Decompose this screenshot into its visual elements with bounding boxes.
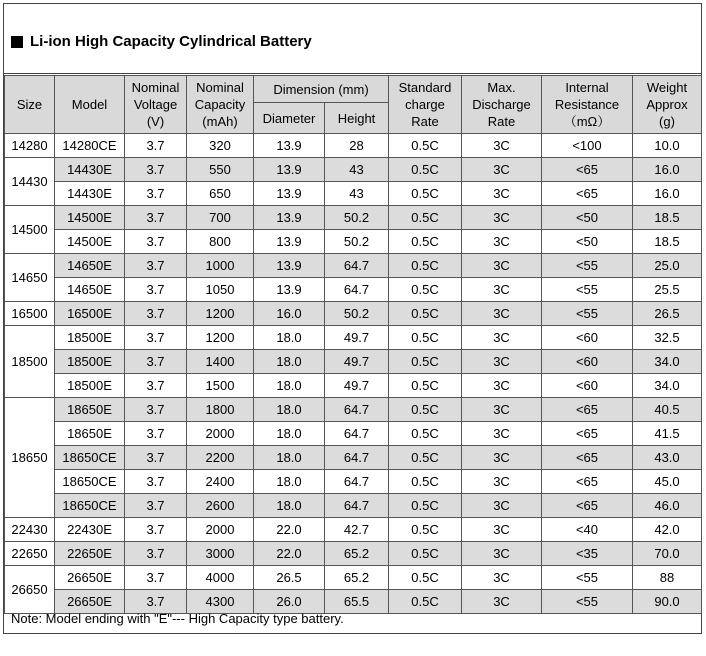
cell-charge: 0.5C [389,158,462,182]
cell-discharge: 3C [462,254,542,278]
cell-weight: 16.0 [633,182,702,206]
cell-discharge: 3C [462,398,542,422]
cell-resistance: <50 [542,230,633,254]
cell-voltage: 3.7 [125,158,187,182]
cell-capacity: 2600 [187,494,254,518]
cell-charge: 0.5C [389,518,462,542]
cell-height: 64.7 [325,446,389,470]
cell-model: 18500E [55,326,125,350]
cell-height: 64.7 [325,494,389,518]
cell-model: 18650CE [55,470,125,494]
cell-voltage: 3.7 [125,302,187,326]
cell-resistance: <55 [542,278,633,302]
cell-voltage: 3.7 [125,278,187,302]
cell-discharge: 3C [462,158,542,182]
cell-discharge: 3C [462,350,542,374]
cell-size: 14280 [5,134,55,158]
table-row [5,134,702,158]
cell-weight: 34.0 [633,350,702,374]
cell-weight: 18.5 [633,230,702,254]
cell-model: 22430E [55,518,125,542]
cell-voltage: 3.7 [125,350,187,374]
cell-diameter: 22.0 [254,542,325,566]
cell-height: 65.5 [325,590,389,614]
cell-discharge: 3C [462,542,542,566]
cell-size: 18650 [5,398,55,518]
cell-charge: 0.5C [389,542,462,566]
header-discharge-rate: Max. Discharge Rate [462,76,542,134]
cell-voltage: 3.7 [125,518,187,542]
cell-capacity: 650 [187,182,254,206]
cell-capacity: 2200 [187,446,254,470]
table-row [5,446,702,470]
cell-discharge: 3C [462,230,542,254]
table-row [5,398,702,422]
header-height: Height [325,103,389,134]
cell-model: 18650E [55,422,125,446]
cell-capacity: 1400 [187,350,254,374]
cell-weight: 41.5 [633,422,702,446]
cell-voltage: 3.7 [125,254,187,278]
cell-weight: 46.0 [633,494,702,518]
table-row [5,182,702,206]
cell-voltage: 3.7 [125,206,187,230]
cell-charge: 0.5C [389,278,462,302]
cell-discharge: 3C [462,374,542,398]
cell-discharge: 3C [462,302,542,326]
cell-weight: 26.5 [633,302,702,326]
cell-discharge: 3C [462,326,542,350]
cell-model: 16500E [55,302,125,326]
cell-height: 49.7 [325,326,389,350]
cell-diameter: 16.0 [254,302,325,326]
cell-size: 26650 [5,566,55,614]
cell-discharge: 3C [462,470,542,494]
cell-capacity: 1800 [187,398,254,422]
cell-model: 14430E [55,158,125,182]
cell-discharge: 3C [462,182,542,206]
table-body [5,134,702,614]
cell-resistance: <65 [542,470,633,494]
cell-voltage: 3.7 [125,326,187,350]
cell-size: 14430 [5,158,55,206]
cell-diameter: 22.0 [254,518,325,542]
cell-capacity: 4000 [187,566,254,590]
cell-height: 64.7 [325,422,389,446]
table-row [5,230,702,254]
cell-capacity: 800 [187,230,254,254]
cell-diameter: 13.9 [254,182,325,206]
title-bar [4,4,701,74]
cell-capacity: 3000 [187,542,254,566]
cell-height: 64.7 [325,278,389,302]
cell-voltage: 3.7 [125,230,187,254]
cell-charge: 0.5C [389,374,462,398]
cell-voltage: 3.7 [125,422,187,446]
cell-discharge: 3C [462,518,542,542]
cell-model: 18650E [55,398,125,422]
cell-resistance: <65 [542,494,633,518]
cell-capacity: 1200 [187,302,254,326]
cell-model: 26650E [55,590,125,614]
cell-diameter: 13.9 [254,230,325,254]
cell-diameter: 18.0 [254,326,325,350]
cell-charge: 0.5C [389,350,462,374]
cell-capacity: 2000 [187,518,254,542]
cell-size: 14500 [5,206,55,254]
cell-height: 64.7 [325,470,389,494]
cell-voltage: 3.7 [125,182,187,206]
cell-weight: 32.5 [633,326,702,350]
cell-model: 22650E [55,542,125,566]
cell-model: 18650CE [55,494,125,518]
black-square-icon [11,36,23,48]
cell-capacity: 320 [187,134,254,158]
cell-capacity: 1200 [187,326,254,350]
cell-weight: 90.0 [633,590,702,614]
cell-size: 22650 [5,542,55,566]
cell-capacity: 4300 [187,590,254,614]
header-capacity: Nominal Capacity (mAh) [187,76,254,134]
cell-charge: 0.5C [389,470,462,494]
cell-voltage: 3.7 [125,566,187,590]
cell-diameter: 26.5 [254,566,325,590]
cell-charge: 0.5C [389,398,462,422]
cell-voltage: 3.7 [125,494,187,518]
battery-spec-table [4,75,702,614]
cell-charge: 0.5C [389,302,462,326]
cell-diameter: 13.9 [254,158,325,182]
cell-weight: 45.0 [633,470,702,494]
cell-resistance: <55 [542,566,633,590]
cell-discharge: 3C [462,446,542,470]
cell-size: 18500 [5,326,55,398]
cell-discharge: 3C [462,206,542,230]
cell-size: 16500 [5,302,55,326]
cell-resistance: <40 [542,518,633,542]
cell-capacity: 1500 [187,374,254,398]
cell-weight: 25.5 [633,278,702,302]
cell-diameter: 18.0 [254,422,325,446]
cell-height: 50.2 [325,302,389,326]
cell-height: 64.7 [325,254,389,278]
table-row [5,518,702,542]
cell-voltage: 3.7 [125,470,187,494]
cell-discharge: 3C [462,590,542,614]
cell-diameter: 18.0 [254,398,325,422]
cell-capacity: 1050 [187,278,254,302]
cell-discharge: 3C [462,278,542,302]
cell-charge: 0.5C [389,446,462,470]
footnote: Note: Model ending with "E"--- High Capacity type battery. [11,611,344,626]
table-row [5,374,702,398]
cell-weight: 70.0 [633,542,702,566]
header-charge-rate: Standard charge Rate [389,76,462,134]
cell-height: 49.7 [325,374,389,398]
cell-resistance: <50 [542,206,633,230]
cell-discharge: 3C [462,566,542,590]
table-row [5,542,702,566]
cell-weight: 18.5 [633,206,702,230]
header-size: Size [5,76,55,134]
cell-weight: 34.0 [633,374,702,398]
table-row [5,302,702,326]
cell-capacity: 2400 [187,470,254,494]
cell-diameter: 13.9 [254,254,325,278]
table-row [5,278,702,302]
cell-charge: 0.5C [389,494,462,518]
document-title: Li-ion High Capacity Cylindrical Battery [30,33,312,50]
cell-capacity: 550 [187,158,254,182]
header-voltage: Nominal Voltage (V) [125,76,187,134]
cell-model: 18500E [55,350,125,374]
cell-resistance: <60 [542,350,633,374]
cell-model: 18650CE [55,446,125,470]
table-row [5,158,702,182]
cell-model: 14280CE [55,134,125,158]
cell-height: 50.2 [325,206,389,230]
cell-resistance: <100 [542,134,633,158]
header-dimension: Dimension (mm) [254,76,389,103]
cell-size: 22430 [5,518,55,542]
cell-resistance: <65 [542,182,633,206]
cell-voltage: 3.7 [125,590,187,614]
cell-charge: 0.5C [389,590,462,614]
table-row [5,566,702,590]
cell-charge: 0.5C [389,326,462,350]
header-resistance: Internal Resistance （mΩ） [542,76,633,134]
cell-voltage: 3.7 [125,134,187,158]
cell-height: 65.2 [325,542,389,566]
table-row [5,422,702,446]
cell-height: 43 [325,182,389,206]
cell-weight: 10.0 [633,134,702,158]
cell-voltage: 3.7 [125,398,187,422]
cell-resistance: <55 [542,302,633,326]
header-diameter: Diameter [254,103,325,134]
cell-model: 14650E [55,254,125,278]
cell-resistance: <55 [542,254,633,278]
cell-weight: 16.0 [633,158,702,182]
cell-charge: 0.5C [389,206,462,230]
cell-weight: 25.0 [633,254,702,278]
header-weight: Weight Approx (g) [633,76,702,134]
cell-height: 28 [325,134,389,158]
header-model: Model [55,76,125,134]
cell-resistance: <65 [542,446,633,470]
cell-capacity: 1000 [187,254,254,278]
cell-weight: 40.5 [633,398,702,422]
cell-height: 49.7 [325,350,389,374]
cell-charge: 0.5C [389,566,462,590]
cell-diameter: 18.0 [254,494,325,518]
cell-discharge: 3C [462,422,542,446]
cell-charge: 0.5C [389,182,462,206]
table-row [5,494,702,518]
cell-resistance: <35 [542,542,633,566]
cell-charge: 0.5C [389,230,462,254]
cell-diameter: 18.0 [254,446,325,470]
cell-diameter: 18.0 [254,374,325,398]
cell-resistance: <55 [542,590,633,614]
cell-height: 65.2 [325,566,389,590]
cell-resistance: <65 [542,398,633,422]
cell-discharge: 3C [462,134,542,158]
cell-resistance: <65 [542,422,633,446]
cell-charge: 0.5C [389,134,462,158]
cell-diameter: 18.0 [254,470,325,494]
cell-resistance: <60 [542,374,633,398]
cell-height: 43 [325,158,389,182]
cell-height: 50.2 [325,230,389,254]
cell-diameter: 13.9 [254,278,325,302]
cell-size: 14650 [5,254,55,302]
cell-diameter: 13.9 [254,134,325,158]
cell-voltage: 3.7 [125,374,187,398]
cell-voltage: 3.7 [125,542,187,566]
header-row [5,76,702,103]
cell-model: 14500E [55,230,125,254]
table-row [5,350,702,374]
cell-height: 42.7 [325,518,389,542]
cell-diameter: 26.0 [254,590,325,614]
cell-diameter: 13.9 [254,206,325,230]
cell-model: 18500E [55,374,125,398]
cell-model: 14500E [55,206,125,230]
cell-capacity: 2000 [187,422,254,446]
cell-diameter: 18.0 [254,350,325,374]
cell-weight: 43.0 [633,446,702,470]
cell-model: 26650E [55,566,125,590]
cell-weight: 88 [633,566,702,590]
cell-resistance: <60 [542,326,633,350]
cell-capacity: 700 [187,206,254,230]
table-row [5,206,702,230]
cell-model: 14650E [55,278,125,302]
cell-weight: 42.0 [633,518,702,542]
cell-model: 14430E [55,182,125,206]
cell-height: 64.7 [325,398,389,422]
cell-voltage: 3.7 [125,446,187,470]
table-row [5,326,702,350]
cell-discharge: 3C [462,494,542,518]
cell-charge: 0.5C [389,422,462,446]
cell-resistance: <65 [542,158,633,182]
cell-charge: 0.5C [389,254,462,278]
table-row [5,470,702,494]
table-row [5,254,702,278]
